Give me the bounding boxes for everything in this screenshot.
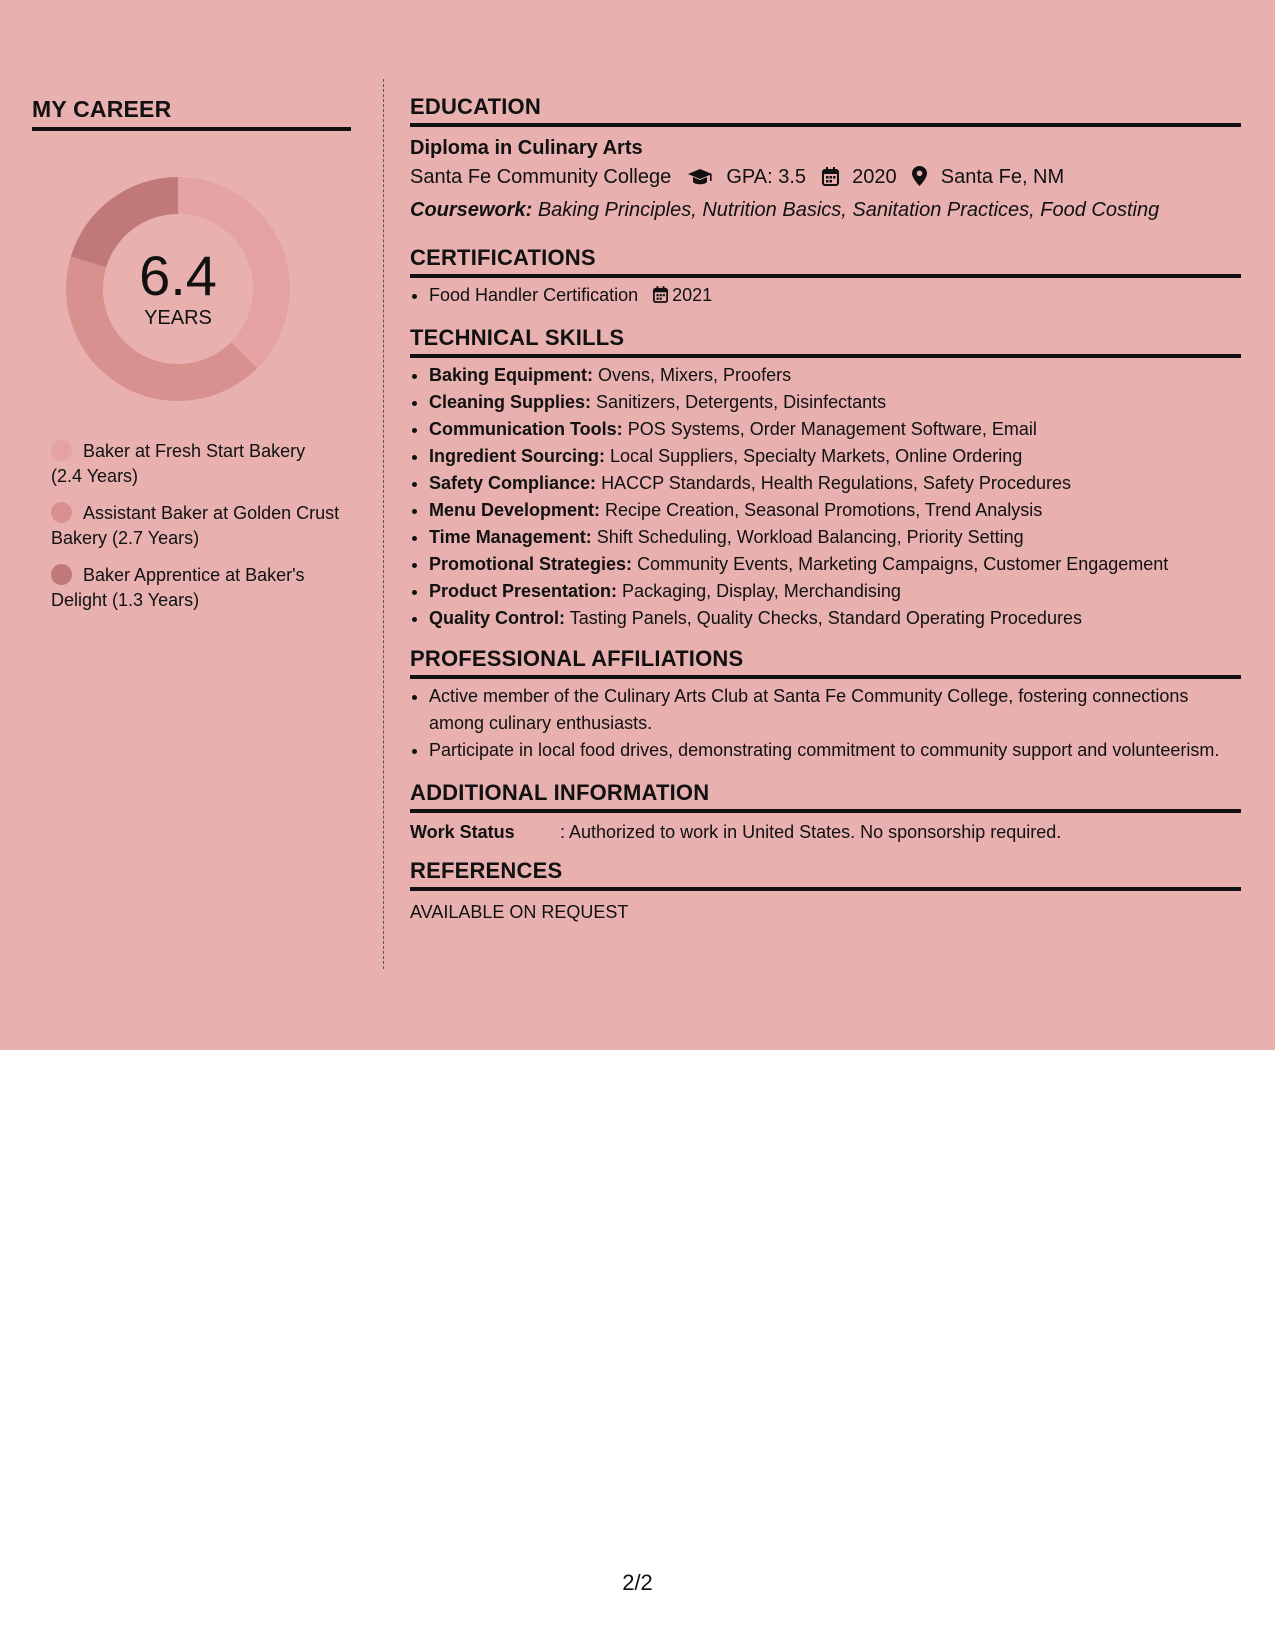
skill-value: HACCP Standards, Health Regulations, Safety Procedures <box>601 473 1071 493</box>
certification-item <box>429 282 1241 311</box>
legend-dot-1 <box>51 502 72 523</box>
affiliations-section <box>410 646 1241 764</box>
education-coursework <box>410 195 1241 225</box>
technical-skills-title: TECHNICAL SKILLS <box>410 325 1241 358</box>
affiliations-list <box>410 683 1241 764</box>
affiliations-title: PROFESSIONAL AFFILIATIONS <box>410 646 1241 679</box>
skill-item <box>429 524 1241 551</box>
page-number: 2/2 <box>622 1570 653 1595</box>
career-legend-item <box>51 501 341 551</box>
skill-item <box>429 362 1241 389</box>
certifications-list <box>410 282 1241 311</box>
affiliation-item: • Participate in local food drives, demonstrating commitment to community support and volunteerism. <box>429 737 1241 764</box>
skill-label: Promotional Strategies: <box>429 554 633 574</box>
work-status-label: Work Status <box>410 822 515 842</box>
skill-item <box>429 497 1241 524</box>
coursework-value: Baking Principles, Nutrition Basics, Sanitation Practices, Food Costing <box>537 199 1160 221</box>
skill-item <box>429 470 1241 497</box>
education-degree: Diploma in Culinary Arts <box>410 137 643 159</box>
education-title: EDUCATION <box>410 94 1241 127</box>
legend-label: Baker at Fresh Start Bakery (2.4 Years) <box>51 441 306 486</box>
skill-value: Community Events, Marketing Campaigns, Customer Engagement <box>637 554 1169 574</box>
skill-item <box>429 416 1241 443</box>
total-years-unit: YEARS <box>144 307 212 329</box>
skill-label: Baking Equipment: <box>429 365 594 385</box>
references-section <box>410 858 1241 926</box>
work-status-row <box>410 819 1241 846</box>
graduation-cap-icon <box>687 165 713 195</box>
skill-value: Shift Scheduling, Workload Balancing, Priority Setting <box>596 527 1024 547</box>
skill-value: Local Suppliers, Specialty Markets, Online Ordering <box>610 446 1023 466</box>
skill-label: Time Management: <box>429 527 592 547</box>
education-location: Santa Fe, NM <box>940 166 1065 188</box>
skill-item <box>429 551 1241 578</box>
technical-skills-section <box>410 325 1241 632</box>
skill-value: Tasting Panels, Quality Checks, Standard Operating Procedures <box>569 608 1082 628</box>
column-divider <box>383 79 384 969</box>
skill-label: Menu Development: <box>429 500 601 520</box>
skill-value: Recipe Creation, Seasonal Promotions, Trend Analysis <box>605 500 1043 520</box>
education-details <box>410 162 1241 195</box>
skill-item <box>429 578 1241 605</box>
skill-value: Sanitizers, Detergents, Disinfectants <box>596 392 887 412</box>
legend-label: Assistant Baker at Golden Crust Bakery (2.7 Years) <box>51 503 340 548</box>
skill-value: POS Systems, Order Management Software, Email <box>627 419 1037 439</box>
right-column <box>410 94 1241 926</box>
references-title: REFERENCES <box>410 858 1241 891</box>
affiliation-item: • Active member of the Culinary Arts Club at Santa Fe Community College, fostering connections among culinary enthusiasts. <box>429 683 1241 737</box>
additional-info-section <box>410 780 1241 846</box>
skill-label: Communication Tools: <box>429 419 623 439</box>
calendar-icon <box>822 165 839 195</box>
career-section-title: MY CAREER <box>32 96 351 131</box>
career-legend-item <box>51 439 341 489</box>
skill-label: Quality Control: <box>429 608 565 628</box>
skill-item <box>429 443 1241 470</box>
career-donut-chart <box>66 177 290 401</box>
legend-label: Baker Apprentice at Baker's Delight (1.3 Years) <box>51 565 305 610</box>
skill-label: Product Presentation: <box>429 581 618 601</box>
references-text: AVAILABLE ON REQUEST <box>410 902 629 922</box>
technical-skills-list <box>410 362 1241 632</box>
career-legend-item <box>51 563 341 613</box>
coursework-label: Coursework: <box>410 199 533 221</box>
skill-label: Cleaning Supplies: <box>429 392 592 412</box>
certifications-title: CERTIFICATIONS <box>410 245 1241 278</box>
skill-label: Safety Compliance: <box>429 473 597 493</box>
skill-value: Ovens, Mixers, Proofers <box>598 365 792 385</box>
certifications-section <box>410 245 1241 311</box>
legend-dot-0 <box>51 440 72 461</box>
left-column <box>32 96 352 610</box>
donut-center-label <box>66 244 290 329</box>
education-section <box>410 94 1241 225</box>
education-school: Santa Fe Community College <box>410 166 672 188</box>
map-pin-icon <box>912 165 927 195</box>
skill-label: Ingredient Sourcing: <box>429 446 606 466</box>
education-gpa: GPA: 3.5 <box>726 166 807 188</box>
legend-dot-2 <box>51 564 72 585</box>
calendar-icon <box>653 284 668 311</box>
skill-item <box>429 605 1241 632</box>
skill-item <box>429 389 1241 416</box>
work-status-value: : Authorized to work in United States. No sponsorship required. <box>560 822 1062 842</box>
additional-info-title: ADDITIONAL INFORMATION <box>410 780 1241 813</box>
skill-value: Packaging, Display, Merchandising <box>622 581 901 601</box>
certification-name: Food Handler Certification <box>429 285 639 305</box>
total-years-value: 6.4 <box>139 244 217 307</box>
career-legend <box>51 439 341 625</box>
certification-date: 2021 <box>672 285 713 305</box>
education-year: 2020 <box>852 166 897 188</box>
